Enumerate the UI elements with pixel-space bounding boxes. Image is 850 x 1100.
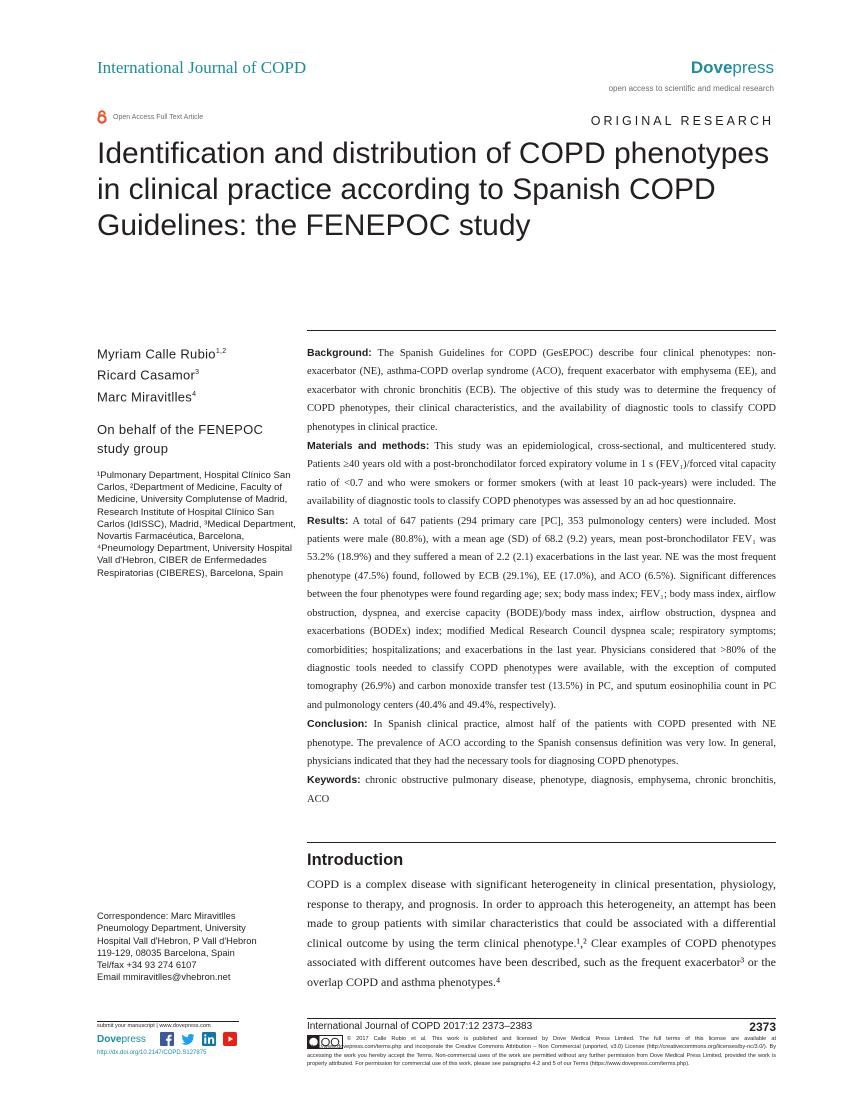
youtube-icon[interactable] bbox=[223, 1032, 237, 1046]
linkedin-icon[interactable] bbox=[202, 1032, 216, 1046]
license-statement: © 2017 Calle Rubio et al. This work is published and licensed by Dove Medical Press Limited. The full terms of this license are available at https://www.dovepress.com/terms.php and incorporate the Creative Commons Attribution – Non Commercial (unported, v3.0) License (http://creativecommons.org/licenses/by-nc/3.0/). By accessing the work you hereby accept the Terms. Non-commercial uses of the work are permitted without any further permission from Dove Medical Press Limited, provided the work is properly attributed. For permission for commercial use of this work, please see paragraphs 4.2 and 5 of our Terms (https://www.dovepress.com/terms.php). bbox=[307, 1036, 776, 1068]
article-title: Identification and distribution of COPD phenotypes in clinical practice according to Spanish COPD Guidelines: the FENEPOC study bbox=[97, 137, 770, 242]
abstract-conclusion: Conclusion: In Spanish clinical practice, almost half of the patients with COPD presented with NE phenotype. The prevalence of ACO according to the Spanish consensus definition was very low. In general, physicians indicated that they had the necessary tools for diagnosing COPD phenotypes. bbox=[307, 718, 777, 767]
correspondence-email[interactable]: Email mmiravitlles@vhebron.net bbox=[97, 972, 231, 983]
author: Marc Miravitlles$^4$ bbox=[97, 388, 197, 404]
footer-publisher-logo[interactable]: Dovepress bbox=[97, 1034, 146, 1045]
doi-link[interactable]: http://dx.doi.org/10.2147/COPD.S127875 bbox=[97, 1050, 207, 1056]
section-divider bbox=[307, 842, 776, 843]
facebook-icon[interactable] bbox=[160, 1032, 174, 1046]
twitter-icon[interactable] bbox=[181, 1032, 195, 1046]
introduction-body: COPD is a complex disease with significant heterogeneity in clinical presentation, physiology, response to therapy, and prognosis. In order to approach this heterogeneity, an attempt has been made to group patients with similar characteristics that could be associated with a differential clinical outcome by using the term clinical phenotype.¹,² Clear examples of COPD phenotypes associated with different outcomes have been described, such as the frequent exacerbator³ or the overlap COPD and asthma phenotypes.⁴ bbox=[307, 877, 776, 989]
abstract-results: Results: A total of 647 patients (294 primary care [PC], 353 pulmonology centers) were included. Most patients were male (80.8%), with a mean age (SD) of 68.2 (9.2) years, mean post-bronchodilator FEV₁ was 53.2% (18.9%) and they suffered a mean of 2.2 (2.1) exacerbations in the last year. NE was the most frequent phenotype (47.5%) found, followed by ECB (29.1%), EE (17.0%), and ACO (6.5%). Significant differences between the four phenotypes were found regarding age; sex; body mass index; FEV₁; body mass index, airflow obstruction, dyspnea, and exercise capacity (BODE)/body mass index, airflow obstruction, dyspnea and exacerbations (BODEx) index; modified Medical Research Council dyspnea scale; respiratory symptoms; comorbidities; hospitalizations; and exacerbations in the last year. Physicians considered that >80% of the diagnostic tools needed to classify COPD phenotypes were available, with the exception of computed tomography (26.9%) and carbon monoxide transfer test (13.5%) in PC, and sputum eosinophilia count in PC and pulmonology centers (40.4% and 49.4%, respectively). bbox=[307, 514, 777, 711]
abstract-methods: Materials and methods: This study was an epidemiological, cross-sectional, and multicentered study. Patients ≥40 years old with a post-bronchodilator forced expiratory volume in 1 s (FEV₁)/forced vital capacity ratio of <0.7 and who were smokers or former smokers (with at least 10 pack-years) were included. The availability of diagnostic tools to classify COPD phenotypes was assessed by an ad hoc questionnaire. bbox=[307, 440, 776, 508]
publisher-logo-press: press bbox=[732, 58, 774, 77]
study-group: On behalf of the FENEPOC study group bbox=[97, 421, 264, 456]
author: Ricard Casamor$^3$ bbox=[97, 367, 200, 383]
page-number: 2373 bbox=[749, 1020, 776, 1034]
introduction-heading: Introduction bbox=[307, 851, 404, 869]
publisher-logo-dove: Dove bbox=[690, 58, 733, 77]
journal-name: International Journal of COPD bbox=[97, 58, 307, 77]
footer-divider-left bbox=[97, 1021, 239, 1022]
journal-citation: International Journal of COPD 2017:12 2373–2383 bbox=[307, 1021, 533, 1032]
open-access-icon bbox=[97, 110, 107, 124]
abstract-background: Background: The Spanish Guidelines for COPD (GesEPOC) describe four clinical phenotypes: non-exacerbator (NE), asthma-COPD overlap syndrome (ACO), frequent exacerbator with emphysema (EE), and exacerbator with chronic bronchitis (ECB). The objective of this study was to determine the frequency of COPD phenotypes, their clinical characteristics, and the availability of diagnostic tools to classify COPD phenotypes in clinical practice. bbox=[307, 347, 776, 433]
author-list bbox=[97, 342, 297, 406]
article-type: ORIGINAL RESEARCH bbox=[590, 114, 774, 128]
author: Myriam Calle Rubio$^{1,2}$ bbox=[97, 346, 227, 362]
open-access-label[interactable]: Open Access Full Text Article bbox=[113, 114, 204, 121]
submit-manuscript-link[interactable]: submit your manuscript | www.dovepress.com bbox=[97, 1023, 211, 1029]
social-links bbox=[160, 1032, 237, 1046]
abstract bbox=[307, 330, 776, 809]
publisher-tagline: open access to scientific and medical research bbox=[608, 84, 774, 93]
footer-divider bbox=[307, 1018, 776, 1019]
publisher-logo[interactable] bbox=[691, 58, 774, 78]
correspondence: Correspondence: Marc Miravitlles Pneumology Department, University Hospital Vall d'Hebron, P Vall d'Hebron 119-129, 08035 Barcelona, Spain Tel/fax +34 93 274 6107 Email mmiravitlles@vhebron.net bbox=[97, 910, 307, 984]
author-block bbox=[97, 342, 297, 580]
affiliations: ¹Pulmonary Department, Hospital Clínico San Carlos, ²Department of Medicine, Faculty of Medicine, University Complutense of Madrid, Research Institute of Hospital Clínico San Carlos (IdISSC), Madrid, ³Medical Department, Novartis Farmacéutica, Barcelona, ⁴Pneumology Department, University Hospital Vall d'Hebron, CIBER de Enfermedades Respiratorias (CIBERES), Barcelona, Spain bbox=[97, 469, 296, 579]
abstract-keywords: Keywords: chronic obstructive pulmonary disease, phenotype, diagnosis, emphysema, chronic bronchitis, ACO bbox=[307, 774, 776, 805]
